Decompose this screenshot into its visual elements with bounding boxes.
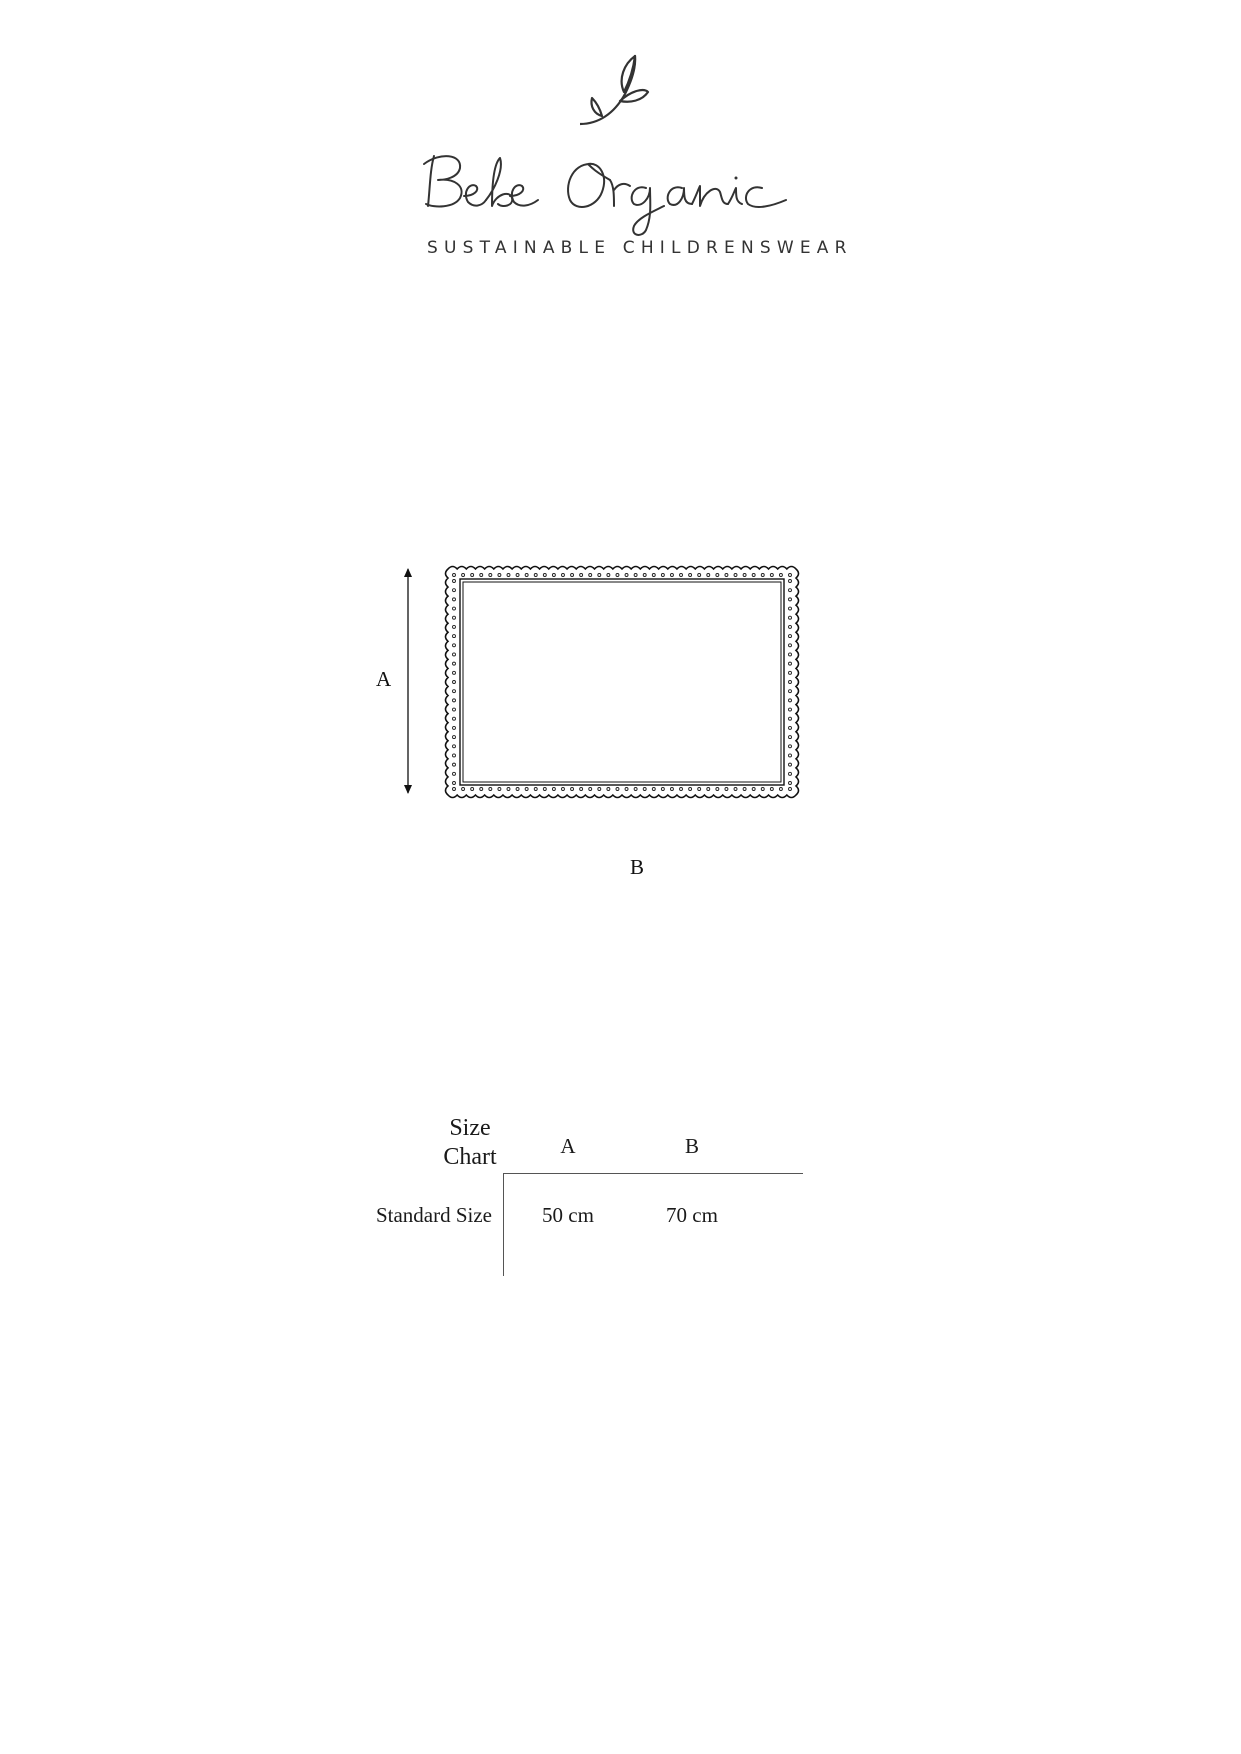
brand-tagline: SUSTAINABLE CHILDRENSWEAR <box>427 238 853 258</box>
dimension-b-label: B <box>630 855 645 879</box>
table-cell-b: 70 cm <box>666 1203 718 1227</box>
size-chart-title-line2: Chart <box>443 1144 497 1170</box>
size-chart-title <box>420 1114 520 1172</box>
table-row-rule <box>503 1173 504 1276</box>
blanket-outline <box>446 567 799 798</box>
table-header-rule <box>503 1173 803 1174</box>
table-cell-a: 50 cm <box>542 1203 594 1227</box>
leaf-sprig-icon <box>580 54 660 129</box>
column-header-a: A <box>560 1134 576 1158</box>
row-label-standard-size: Standard Size <box>375 1203 492 1227</box>
blanket-scalloped-edge <box>446 567 799 798</box>
size-chart-title-line1: Size <box>449 1115 491 1141</box>
dimension-a-label: A <box>376 667 392 691</box>
blanket-dimension-diagram <box>360 555 820 825</box>
column-header-b: B <box>684 1134 699 1158</box>
brand-wordmark <box>420 150 820 240</box>
